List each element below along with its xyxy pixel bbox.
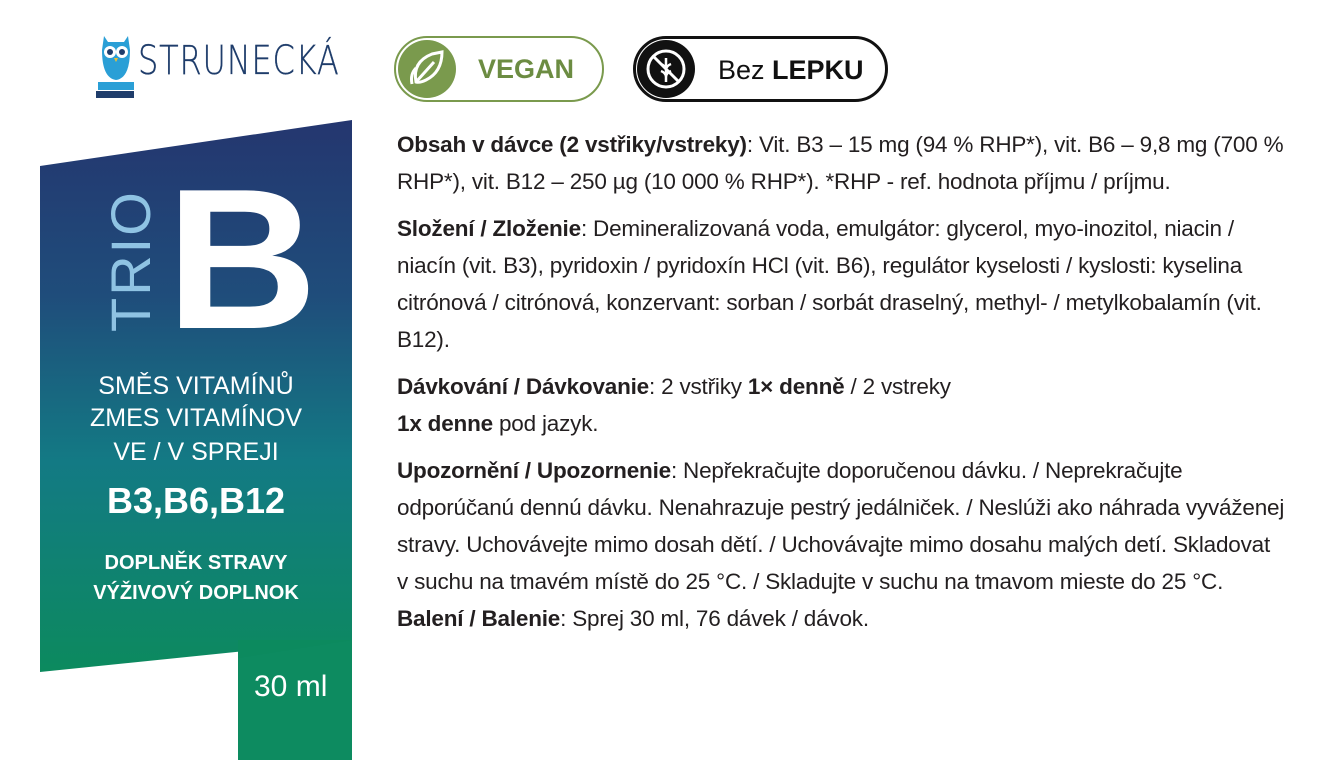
gluten-free-badge (633, 36, 888, 102)
warning-paragraph (397, 452, 1287, 600)
owl-icon (96, 30, 136, 100)
brand-logo (96, 30, 340, 102)
dosage-text-end: pod jazyk. (492, 411, 599, 436)
mix-sk: ZMES VITAMÍNOV (89, 404, 303, 432)
mix-text (40, 370, 352, 434)
big-b-letter: B (166, 148, 318, 371)
vegan-badge (394, 36, 604, 102)
content-label: Obsah v dávce (2 vstřiky/vstreky) (397, 132, 747, 157)
no-gluten-icon (637, 40, 695, 98)
vitamins-text: B3,B6,B12 (106, 480, 286, 521)
package-label: Balení / Balenie (397, 606, 561, 631)
composition-text: : Demineralizovaná voda, emulgátor: glycerol, myo-inozitol, niacin / niacín (vit. B3), pyridoxin / pyridoxín HCl (vit. B6), regulátor kyselosti / kyslosti: kyselina citrónová / citrónová, konzervant: sorban / sorbát draselný, methyl- / metylkobalamín (vit. B12). (397, 216, 1262, 352)
dosage-label: Dávkování / Dávkovanie (397, 374, 649, 399)
product-panel (40, 120, 352, 760)
warning-text: : Nepřekračujte doporučenou dávku. / Neprekračujte odporúčanú dennú dávku. Nenahrazuje pestrý jedálniček. / Neslúži ako náhrada vyváženej stravy. Uchovávejte mimo dosah dětí. / Uchovávajte mimo dosahu malých detí. Skladovat v suchu na tmavém místě do 25 °C. / Skladujte v suchu na tmavom mieste do 25 °C. (397, 458, 1285, 594)
gluten-label (718, 55, 864, 86)
info-text (397, 126, 1287, 647)
composition-paragraph (397, 210, 1287, 358)
brand-name: STRUNECKÁ (138, 38, 340, 84)
content-paragraph (397, 126, 1287, 200)
gluten-strong: LEPKU (772, 55, 864, 85)
supplement-cz: DOPLNĚK STRAVY (104, 552, 288, 574)
vegan-label: VEGAN (478, 54, 575, 84)
content-text: : Vit. B3 – 15 mg (94 % RHP*), vit. B6 – 9,8 mg (700 % RHP*), vit. B12 – 250 µg (10 000 % RHP*). *RHP - ref. hodnota příjmu / príjmu. (397, 132, 1284, 194)
supplement-text (40, 548, 352, 608)
trio-text: TRIO (99, 190, 162, 332)
supplement-sk: VÝŽIVOVÝ DOPLNOK (93, 582, 299, 604)
composition-label: Složení / Zloženie (397, 216, 581, 241)
leaf-icon (398, 40, 456, 98)
warning-label: Upozornění / Upozornenie (397, 458, 671, 483)
volume-text: 30 ml (254, 670, 328, 703)
package-text: : Sprej 30 ml, 76 dávek / dávok. (560, 606, 869, 631)
package-paragraph (397, 600, 1287, 637)
gluten-prefix: Bez (718, 55, 765, 85)
mix-cz: SMĚS VITAMÍNŮ (98, 372, 294, 400)
dosage-frequency-cz: 1× denně (747, 374, 845, 399)
dosage-frequency-sk: 1x denne (397, 411, 493, 436)
dosage-paragraph (397, 368, 1287, 442)
dosage-text: : 2 vstřiky (648, 374, 748, 399)
dosage-text-sk: / 2 vstreky (844, 374, 951, 399)
spray-text: VE / V SPREJI (113, 438, 279, 466)
